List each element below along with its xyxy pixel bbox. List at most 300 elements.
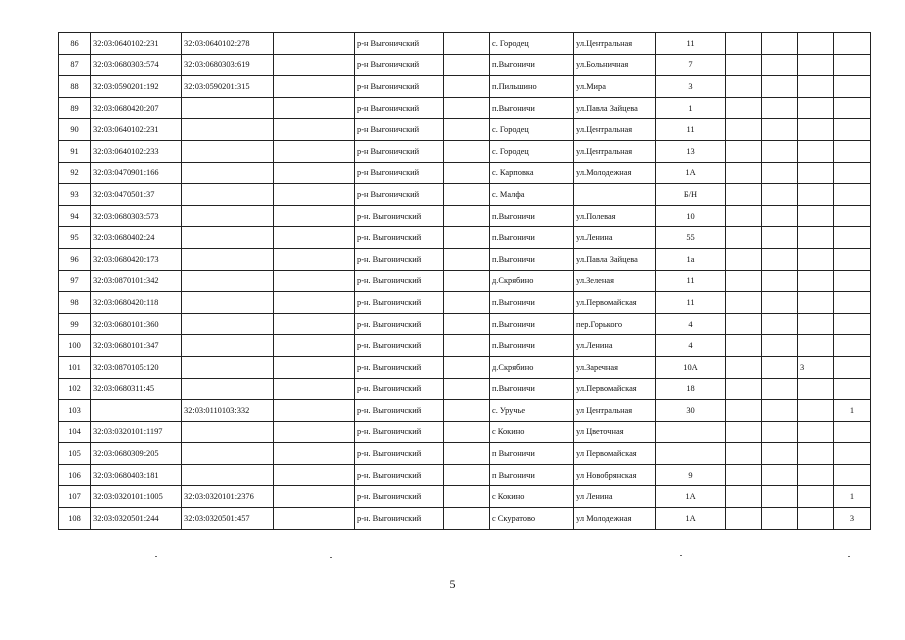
- table-cell: [762, 248, 798, 270]
- table-row: [59, 292, 871, 314]
- table-cell: 3: [834, 508, 871, 530]
- table-cell: 13: [656, 140, 726, 162]
- table-cell: [274, 205, 355, 227]
- table-cell: [444, 76, 490, 98]
- table-cell: [91, 400, 182, 422]
- scan-speck: [330, 557, 332, 558]
- table-cell: [798, 97, 834, 119]
- table-cell: 95: [59, 227, 91, 249]
- table-cell: ул.Больничная: [574, 54, 656, 76]
- table-cell: 32:03:0640102:231: [91, 33, 182, 55]
- table-cell: 1А: [656, 486, 726, 508]
- table-cell: [444, 335, 490, 357]
- table-cell: 32:03:0640102:231: [91, 119, 182, 141]
- table-cell: 98: [59, 292, 91, 314]
- table-cell: [762, 508, 798, 530]
- table-cell: д.Скрябино: [490, 356, 574, 378]
- table-cell: р-н. Выгоничский: [355, 313, 444, 335]
- table-cell: [656, 421, 726, 443]
- table-cell: [444, 97, 490, 119]
- table-cell: [274, 119, 355, 141]
- table-cell: с. Уручье: [490, 400, 574, 422]
- table-cell: [834, 119, 871, 141]
- table-cell: п.Выгоничи: [490, 378, 574, 400]
- table-cell: 96: [59, 248, 91, 270]
- table-cell: [762, 227, 798, 249]
- table-cell: 97: [59, 270, 91, 292]
- table-cell: 1А: [656, 162, 726, 184]
- table-cell: [834, 97, 871, 119]
- table-cell: 32:03:0640102:278: [182, 33, 274, 55]
- table-cell: с. Городец: [490, 140, 574, 162]
- table-cell: 55: [656, 227, 726, 249]
- table-cell: р-н. Выгоничский: [355, 378, 444, 400]
- table-cell: [798, 184, 834, 206]
- table-cell: [762, 162, 798, 184]
- table-cell: [444, 33, 490, 55]
- table-cell: [762, 335, 798, 357]
- table-cell: [444, 400, 490, 422]
- table-cell: п.Выгоничи: [490, 205, 574, 227]
- table-row: [59, 97, 871, 119]
- table-cell: [762, 119, 798, 141]
- table-cell: [834, 184, 871, 206]
- table-cell: р-н. Выгоничский: [355, 464, 444, 486]
- table-cell: [274, 162, 355, 184]
- table-cell: [182, 227, 274, 249]
- table-cell: ул.Первомайская: [574, 378, 656, 400]
- table-cell: 32:03:0320501:244: [91, 508, 182, 530]
- table-cell: [726, 227, 762, 249]
- table-cell: 32:03:0870101:342: [91, 270, 182, 292]
- table-cell: р-н. Выгоничский: [355, 400, 444, 422]
- table-cell: [444, 184, 490, 206]
- table-cell: [726, 270, 762, 292]
- table-cell: [182, 464, 274, 486]
- table-cell: [444, 313, 490, 335]
- table-cell: [726, 248, 762, 270]
- table-cell: ул.Мира: [574, 76, 656, 98]
- table-cell: 4: [656, 335, 726, 357]
- table-cell: [274, 443, 355, 465]
- table-cell: 102: [59, 378, 91, 400]
- table-cell: р-н. Выгоничский: [355, 292, 444, 314]
- table-cell: ул.Заречная: [574, 356, 656, 378]
- table-cell: [834, 356, 871, 378]
- table-cell: 32:03:0680303:573: [91, 205, 182, 227]
- table-cell: [726, 76, 762, 98]
- table-cell: [274, 248, 355, 270]
- table-row: [59, 443, 871, 465]
- table-cell: 1а: [656, 248, 726, 270]
- table-cell: [798, 421, 834, 443]
- table-cell: [762, 313, 798, 335]
- table-cell: [656, 443, 726, 465]
- table-cell: ул.Центральная: [574, 140, 656, 162]
- table-cell: 32:03:0680420:173: [91, 248, 182, 270]
- table-cell: 32:03:0680303:574: [91, 54, 182, 76]
- table-cell: [726, 54, 762, 76]
- scan-speck: [848, 556, 850, 557]
- table-cell: [726, 184, 762, 206]
- table-cell: 94: [59, 205, 91, 227]
- table-row: [59, 400, 871, 422]
- table-cell: [726, 508, 762, 530]
- table-cell: пер.Горького: [574, 313, 656, 335]
- table-row: [59, 378, 871, 400]
- table-cell: р-н. Выгоничский: [355, 227, 444, 249]
- table-cell: [444, 292, 490, 314]
- table-cell: с. Малфа: [490, 184, 574, 206]
- table-cell: р-н. Выгоничский: [355, 205, 444, 227]
- table-cell: [762, 356, 798, 378]
- table-cell: [762, 486, 798, 508]
- table-cell: [834, 464, 871, 486]
- table-cell: п.Выгоничи: [490, 313, 574, 335]
- table-cell: [726, 292, 762, 314]
- table-cell: р-н. Выгоничский: [355, 270, 444, 292]
- table-cell: п.Выгоничи: [490, 335, 574, 357]
- table-cell: [798, 162, 834, 184]
- table-cell: с. Карповка: [490, 162, 574, 184]
- table-cell: [444, 356, 490, 378]
- table-body: [59, 33, 871, 530]
- table-cell: 107: [59, 486, 91, 508]
- table-cell: 32:03:0320101:1197: [91, 421, 182, 443]
- table-cell: [182, 119, 274, 141]
- table-cell: [444, 464, 490, 486]
- table-cell: 87: [59, 54, 91, 76]
- table-cell: [182, 248, 274, 270]
- table-cell: р-н Выгоничский: [355, 33, 444, 55]
- table-cell: [182, 378, 274, 400]
- table-cell: [182, 443, 274, 465]
- table-cell: [798, 119, 834, 141]
- table-cell: [274, 97, 355, 119]
- table-row: [59, 33, 871, 55]
- table-cell: [798, 486, 834, 508]
- table-cell: [834, 335, 871, 357]
- table-row: [59, 184, 871, 206]
- table-cell: [444, 270, 490, 292]
- table-cell: 11: [656, 292, 726, 314]
- table-cell: [798, 140, 834, 162]
- table-cell: 32:03:0680420:118: [91, 292, 182, 314]
- table-cell: ул.Зеленая: [574, 270, 656, 292]
- table-cell: [798, 443, 834, 465]
- table-cell: 106: [59, 464, 91, 486]
- table-cell: 32:03:0680101:347: [91, 335, 182, 357]
- table-cell: [798, 227, 834, 249]
- table-row: [59, 356, 871, 378]
- table-cell: [726, 205, 762, 227]
- table-cell: 7: [656, 54, 726, 76]
- table-cell: [182, 292, 274, 314]
- table-cell: 3: [798, 356, 834, 378]
- table-cell: 92: [59, 162, 91, 184]
- table-cell: [834, 313, 871, 335]
- table-cell: [182, 270, 274, 292]
- table-cell: [834, 162, 871, 184]
- table-cell: 18: [656, 378, 726, 400]
- table-cell: [444, 205, 490, 227]
- table-cell: [798, 292, 834, 314]
- table-cell: [444, 140, 490, 162]
- table-cell: [274, 400, 355, 422]
- table-cell: [834, 443, 871, 465]
- table-cell: 10: [656, 205, 726, 227]
- table-cell: р-н. Выгоничский: [355, 356, 444, 378]
- table-cell: [444, 227, 490, 249]
- table-cell: [274, 76, 355, 98]
- table-cell: [274, 184, 355, 206]
- table-cell: р-н Выгоничский: [355, 54, 444, 76]
- table-cell: 1А: [656, 508, 726, 530]
- table-cell: 32:03:0680101:360: [91, 313, 182, 335]
- table-cell: ул Молодежная: [574, 508, 656, 530]
- table-cell: 108: [59, 508, 91, 530]
- table-cell: [274, 335, 355, 357]
- table-row: [59, 76, 871, 98]
- table-cell: 32:03:0680311:45: [91, 378, 182, 400]
- table-cell: [834, 33, 871, 55]
- table-cell: п.Выгоничи: [490, 292, 574, 314]
- table-cell: ул.Павла Зайцева: [574, 97, 656, 119]
- table-cell: р-н. Выгоничский: [355, 486, 444, 508]
- table-cell: [798, 76, 834, 98]
- table-cell: 105: [59, 443, 91, 465]
- table-cell: [274, 486, 355, 508]
- table-cell: с Кокино: [490, 421, 574, 443]
- page-number: 5: [449, 577, 456, 591]
- table-cell: [834, 270, 871, 292]
- table-cell: 32:03:0680403:181: [91, 464, 182, 486]
- table-cell: [726, 97, 762, 119]
- table-cell: [444, 421, 490, 443]
- table-cell: ул.Центральная: [574, 33, 656, 55]
- table-cell: [574, 184, 656, 206]
- table-cell: 32:03:0320501:457: [182, 508, 274, 530]
- table-cell: р-н Выгоничский: [355, 119, 444, 141]
- table-cell: [726, 443, 762, 465]
- table-cell: 90: [59, 119, 91, 141]
- table-cell: р-н Выгоничский: [355, 184, 444, 206]
- table-cell: ул Цветочная: [574, 421, 656, 443]
- table-cell: [444, 248, 490, 270]
- table-cell: 103: [59, 400, 91, 422]
- table-cell: [274, 292, 355, 314]
- table-row: [59, 335, 871, 357]
- table-row: [59, 421, 871, 443]
- table-cell: [444, 508, 490, 530]
- table-row: [59, 313, 871, 335]
- table-cell: [182, 335, 274, 357]
- table-cell: [834, 292, 871, 314]
- table-cell: [798, 378, 834, 400]
- table-cell: ул.Первомайская: [574, 292, 656, 314]
- table-cell: п.Пильшино: [490, 76, 574, 98]
- table-cell: п Выгоничи: [490, 443, 574, 465]
- table-cell: [798, 464, 834, 486]
- table-cell: [726, 464, 762, 486]
- table-cell: [274, 421, 355, 443]
- table-row: [59, 140, 871, 162]
- table-cell: [182, 313, 274, 335]
- table-cell: 1: [656, 97, 726, 119]
- table-cell: 32:03:0680420:207: [91, 97, 182, 119]
- table-cell: 101: [59, 356, 91, 378]
- table-row: [59, 270, 871, 292]
- table-cell: [182, 162, 274, 184]
- registry-table: [58, 32, 871, 530]
- table-cell: [762, 400, 798, 422]
- table-cell: [798, 335, 834, 357]
- table-cell: [834, 227, 871, 249]
- table-cell: ул.Ленина: [574, 335, 656, 357]
- table-cell: [726, 313, 762, 335]
- table-cell: [762, 270, 798, 292]
- table-row: [59, 119, 871, 141]
- table-cell: [274, 378, 355, 400]
- table-cell: р-н. Выгоничский: [355, 248, 444, 270]
- table-cell: д.Скрябино: [490, 270, 574, 292]
- scan-speck: [155, 556, 157, 557]
- table-cell: [834, 54, 871, 76]
- table-cell: 89: [59, 97, 91, 119]
- table-cell: [726, 421, 762, 443]
- table-cell: [182, 97, 274, 119]
- table-cell: [726, 140, 762, 162]
- table-cell: [762, 76, 798, 98]
- table-cell: ул.Молодежная: [574, 162, 656, 184]
- table-cell: ул.Полевая: [574, 205, 656, 227]
- table-cell: с. Городец: [490, 119, 574, 141]
- table-cell: 1: [834, 400, 871, 422]
- table-cell: [444, 162, 490, 184]
- table-cell: [274, 313, 355, 335]
- table-cell: Б/Н: [656, 184, 726, 206]
- table-cell: [798, 33, 834, 55]
- table-cell: [834, 140, 871, 162]
- table-cell: р-н Выгоничский: [355, 140, 444, 162]
- table-cell: 104: [59, 421, 91, 443]
- table-cell: 32:03:0680309:205: [91, 443, 182, 465]
- table-row: [59, 248, 871, 270]
- table-cell: [274, 140, 355, 162]
- table-cell: [762, 443, 798, 465]
- table-cell: [726, 335, 762, 357]
- table-cell: [798, 313, 834, 335]
- table-row: [59, 464, 871, 486]
- table-cell: 86: [59, 33, 91, 55]
- table-cell: [444, 378, 490, 400]
- table-cell: [762, 378, 798, 400]
- table-cell: [726, 378, 762, 400]
- scan-speck: [680, 555, 682, 556]
- table-cell: [182, 421, 274, 443]
- table-cell: 4: [656, 313, 726, 335]
- table-cell: [762, 33, 798, 55]
- table-cell: [762, 205, 798, 227]
- table-cell: 99: [59, 313, 91, 335]
- table-cell: [726, 400, 762, 422]
- table-cell: 11: [656, 119, 726, 141]
- table-cell: ул Новобрянская: [574, 464, 656, 486]
- table-cell: [726, 486, 762, 508]
- table-cell: 10А: [656, 356, 726, 378]
- table-cell: [182, 140, 274, 162]
- table-cell: [798, 270, 834, 292]
- table-cell: 11: [656, 33, 726, 55]
- table-cell: [834, 76, 871, 98]
- table-cell: [726, 162, 762, 184]
- table-cell: 88: [59, 76, 91, 98]
- table-row: [59, 486, 871, 508]
- table-cell: [182, 184, 274, 206]
- table-cell: [762, 140, 798, 162]
- table-cell: ул Первомайская: [574, 443, 656, 465]
- table-cell: с Кокино: [490, 486, 574, 508]
- table-cell: ул Ленина: [574, 486, 656, 508]
- table-row: [59, 54, 871, 76]
- table-cell: п Выгоничи: [490, 464, 574, 486]
- table-cell: [444, 486, 490, 508]
- table-row: [59, 205, 871, 227]
- table-cell: 11: [656, 270, 726, 292]
- table-cell: п.Выгоничи: [490, 97, 574, 119]
- table-cell: 32:03:0320101:1005: [91, 486, 182, 508]
- table-cell: [762, 184, 798, 206]
- table-row: [59, 227, 871, 249]
- table-cell: р-н. Выгоничский: [355, 335, 444, 357]
- table-cell: [762, 464, 798, 486]
- table-cell: ул.Ленина: [574, 227, 656, 249]
- table-cell: ул.Павла Зайцева: [574, 248, 656, 270]
- table-cell: [798, 508, 834, 530]
- table-cell: 1: [834, 486, 871, 508]
- table-cell: [444, 443, 490, 465]
- table-cell: р-н Выгоничский: [355, 97, 444, 119]
- table-cell: [798, 400, 834, 422]
- table-cell: [834, 378, 871, 400]
- table-cell: [726, 33, 762, 55]
- table-cell: р-н. Выгоничский: [355, 508, 444, 530]
- table-cell: [762, 97, 798, 119]
- table-cell: п.Выгоничи: [490, 54, 574, 76]
- table-cell: 3: [656, 76, 726, 98]
- table-cell: 32:03:0590201:192: [91, 76, 182, 98]
- table-cell: [762, 54, 798, 76]
- table-cell: 9: [656, 464, 726, 486]
- table-cell: 32:03:0680402:24: [91, 227, 182, 249]
- table-cell: ул Центральная: [574, 400, 656, 422]
- table-cell: [274, 54, 355, 76]
- table-cell: 32:03:0680303:619: [182, 54, 274, 76]
- table-cell: [834, 421, 871, 443]
- table-cell: [726, 356, 762, 378]
- table-cell: 32:03:0110103:332: [182, 400, 274, 422]
- table-row: [59, 508, 871, 530]
- table-cell: 32:03:0640102:233: [91, 140, 182, 162]
- table-cell: 93: [59, 184, 91, 206]
- table-cell: [834, 248, 871, 270]
- table-cell: [274, 270, 355, 292]
- table-cell: [274, 227, 355, 249]
- table-cell: [798, 248, 834, 270]
- table-cell: [444, 54, 490, 76]
- table-cell: [762, 292, 798, 314]
- table-cell: [274, 508, 355, 530]
